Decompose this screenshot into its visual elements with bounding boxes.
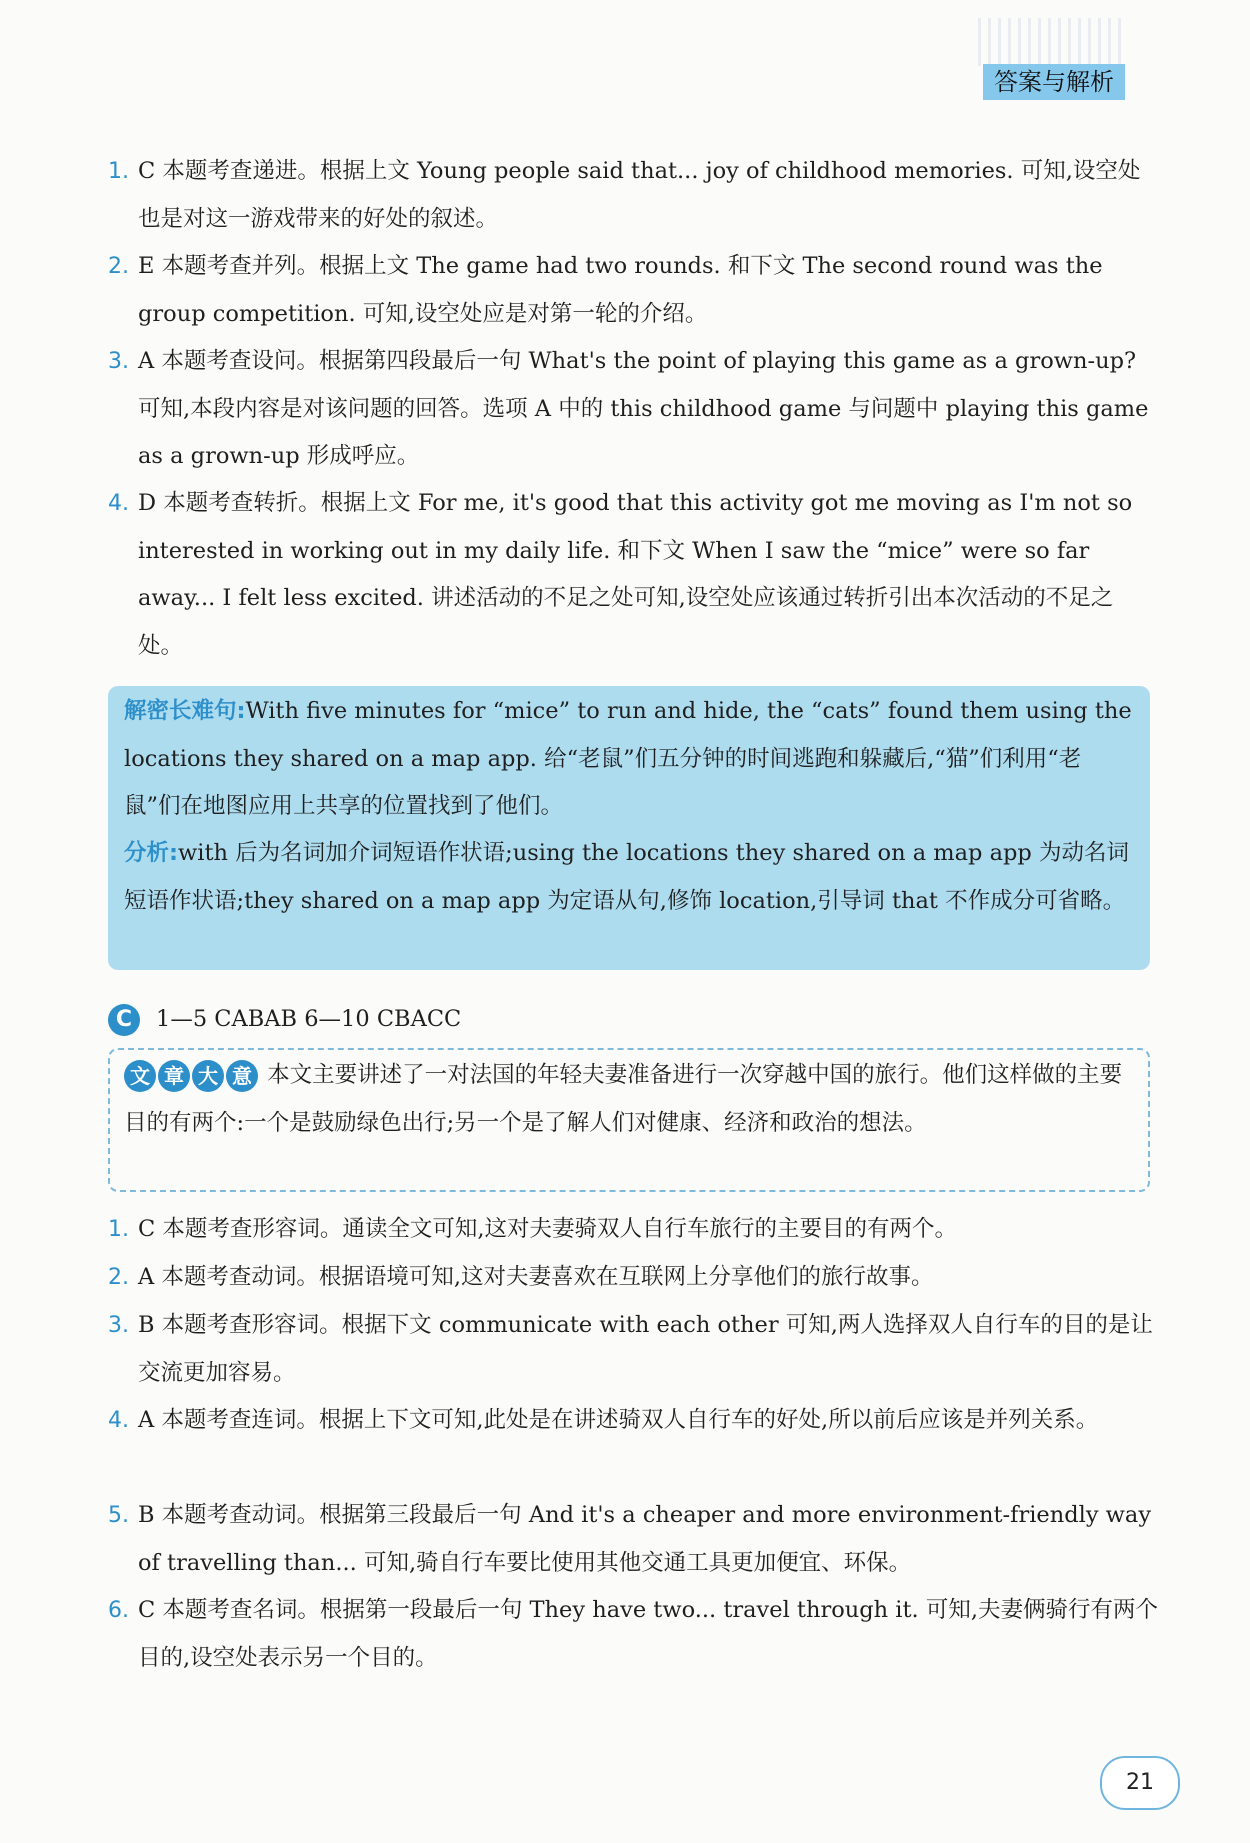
item-number: 3. xyxy=(108,349,129,374)
section-header-label: 答案与解析 xyxy=(983,64,1125,100)
answer-item xyxy=(108,480,1158,670)
answer-item xyxy=(108,243,1158,338)
item-text: C 本题考查形容词。通读全文可知,这对夫妻骑双人自行车旅行的主要目的有两个。 xyxy=(138,1216,958,1242)
item-text: A 本题考查动词。根据语境可知,这对夫妻喜欢在互联网上分享他们的旅行故事。 xyxy=(138,1264,934,1290)
summary-text: 本文主要讲述了一对法国的年轻夫妻准备进行一次穿越中国的旅行。他们这样做的主要目的有两个:一个是鼓励绿色出行;另一个是了解人们对健康、经济和政治的想法。 xyxy=(124,1062,1123,1136)
item-text: E 本题考查并列。根据上文 The game had two rounds. 和下文 The second round was the group competition. 可知,设空处应是对第一轮的介绍。 xyxy=(138,253,1103,327)
item-number: 3. xyxy=(108,1313,129,1338)
answer-key: 1—5 CABAB 6—10 CBACC xyxy=(156,1006,462,1032)
answer-item xyxy=(108,148,1158,243)
summary-label-char: 章 xyxy=(158,1060,190,1092)
item-text: A 本题考查设问。根据第四段最后一句 What's the point of playing this game as a grown-up? 可知,本段内容是对该问题的回答。选项 A 中的 this childhood game 与问题中 playing this game as a grown-up 形成呼应。 xyxy=(138,348,1149,469)
item-text: C 本题考查递进。根据上文 Young people said that... joy of childhood memories. 可知,设空处也是对这一游戏带来的好处的叙述。 xyxy=(138,158,1141,232)
item-text: B 本题考查动词。根据第三段最后一句 And it's a cheaper and more environment-friendly way of travelling than... 可知,骑自行车要比使用其他交通工具更加便宜、环保。 xyxy=(138,1502,1152,1576)
difficult-sentence-label: 解密长难句: xyxy=(124,698,246,724)
analysis-label: 分析: xyxy=(124,840,178,866)
item-text: A 本题考查连词。根据上下文可知,此处是在讲述骑双人自行车的好处,所以前后应该是并列关系。 xyxy=(138,1407,1099,1433)
summary-label-char: 文 xyxy=(124,1060,156,1092)
answer-item xyxy=(108,1492,1158,1587)
difficult-sentence-box xyxy=(108,686,1150,970)
header-decoration xyxy=(978,18,1128,66)
item-number: 2. xyxy=(108,254,129,279)
item-number: 2. xyxy=(108,1265,129,1290)
item-number: 4. xyxy=(108,491,129,516)
answer-item xyxy=(108,1206,1158,1254)
answer-item xyxy=(108,1254,1158,1302)
summary-label-char: 意 xyxy=(226,1060,258,1092)
item-number: 6. xyxy=(108,1598,129,1623)
answer-item xyxy=(108,1397,1158,1445)
difficult-sentence-text: With five minutes for “mice” to run and hide, the “cats” found them using the locations they shared on a map app. 给“老鼠”们五分钟的时间逃跑和躲藏后,“猫”们利用“老鼠”们在地图应用上共享的位置找到了他们。 xyxy=(124,698,1132,819)
item-number: 1. xyxy=(108,159,129,184)
item-number: 1. xyxy=(108,1217,129,1242)
item-text: D 本题考查转折。根据上文 For me, it's good that this activity got me moving as I'm not so interested in working out in my daily life. 和下文 When I saw the “mice” were so far away... I felt less excited. 讲述活动的不足之处可知,设空处应该通过转折引出本次活动的不足之处。 xyxy=(138,490,1133,659)
item-number: 4. xyxy=(108,1408,129,1433)
answer-item xyxy=(108,1587,1158,1682)
item-text: C 本题考查名词。根据第一段最后一句 They have two... travel through it. 可知,夫妻俩骑行有两个目的,设空处表示另一个目的。 xyxy=(138,1597,1158,1671)
section-c-badge: C xyxy=(108,1004,140,1036)
section-c-answers xyxy=(108,1000,461,1038)
difficult-sentence xyxy=(124,688,1134,831)
item-text: B 本题考查形容词。根据下文 communicate with each other 可知,两人选择双人自行车的目的是让交流更加容易。 xyxy=(138,1312,1153,1386)
summary-label-char: 大 xyxy=(192,1060,224,1092)
analysis xyxy=(124,830,1134,925)
summary xyxy=(124,1052,1134,1147)
item-number: 5. xyxy=(108,1503,129,1528)
answer-item xyxy=(108,338,1158,481)
summary-box xyxy=(108,1048,1150,1192)
page-number: 21 xyxy=(1100,1756,1180,1810)
answer-item xyxy=(108,1302,1158,1397)
analysis-text: with 后为名词加介词短语作状语;using the locations they shared on a map app 为动名词短语作状语;they shared on a map app 为定语从句,修饰 location,引导词 that 不作成分可省略。 xyxy=(124,840,1129,914)
